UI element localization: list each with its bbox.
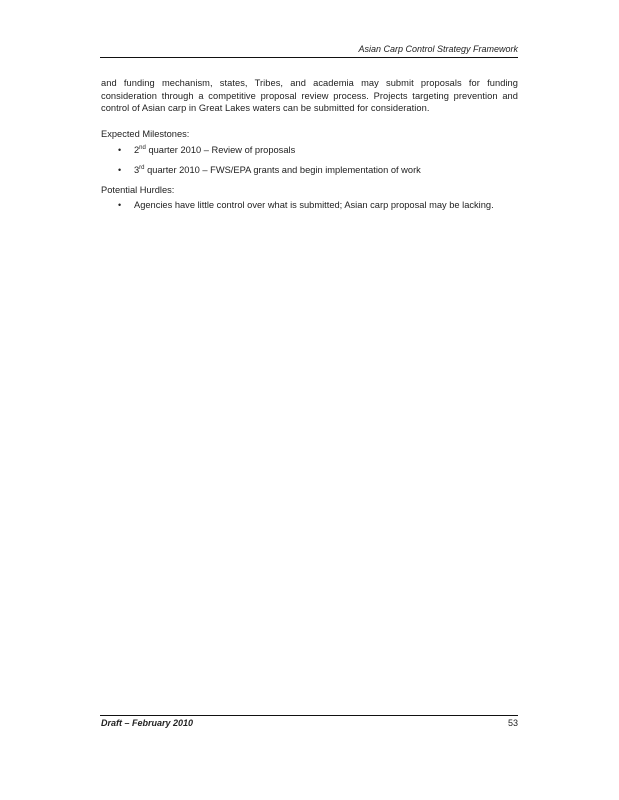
milestone-ordinal: 2 — [134, 144, 140, 155]
milestone-text: quarter 2010 – FWS/EPA grants and begin implementation of work — [144, 164, 421, 175]
hurdles-heading: Potential Hurdles: — [101, 184, 175, 195]
page-number: 53 — [507, 718, 518, 728]
milestone-ordinal: 3 — [134, 164, 140, 175]
header-rule — [100, 57, 518, 58]
ordinal-suffix: nd — [139, 144, 146, 151]
page-content — [101, 77, 518, 219]
list-item — [101, 144, 518, 156]
milestones-heading: Expected Milestones: — [101, 128, 190, 139]
list-item — [101, 164, 518, 176]
milestones-list — [101, 144, 518, 176]
hurdle-text: Agencies have little control over what is submitted; Asian carp proposal may be lacking. — [134, 199, 494, 210]
bullet-icon: • — [118, 199, 122, 210]
footer-rule — [100, 715, 518, 716]
footer-draft-label: Draft – February 2010 — [101, 718, 194, 728]
bullet-icon: • — [118, 164, 122, 175]
body-paragraph: and funding mechanism, states, Tribes, and academia may submit proposals for funding consideration through a competitive proposal review process. Projects targeting prevention and control of Asian carp in Great Lakes waters can be submitted for consideration. — [101, 78, 518, 113]
bullet-icon: • — [118, 144, 122, 155]
milestone-text: quarter 2010 – Review of proposals — [145, 144, 296, 155]
running-header-title: Asian Carp Control Strategy Framework — [358, 44, 518, 54]
list-item — [101, 199, 518, 211]
ordinal-suffix: rd — [139, 164, 145, 171]
hurdles-list — [101, 199, 518, 211]
